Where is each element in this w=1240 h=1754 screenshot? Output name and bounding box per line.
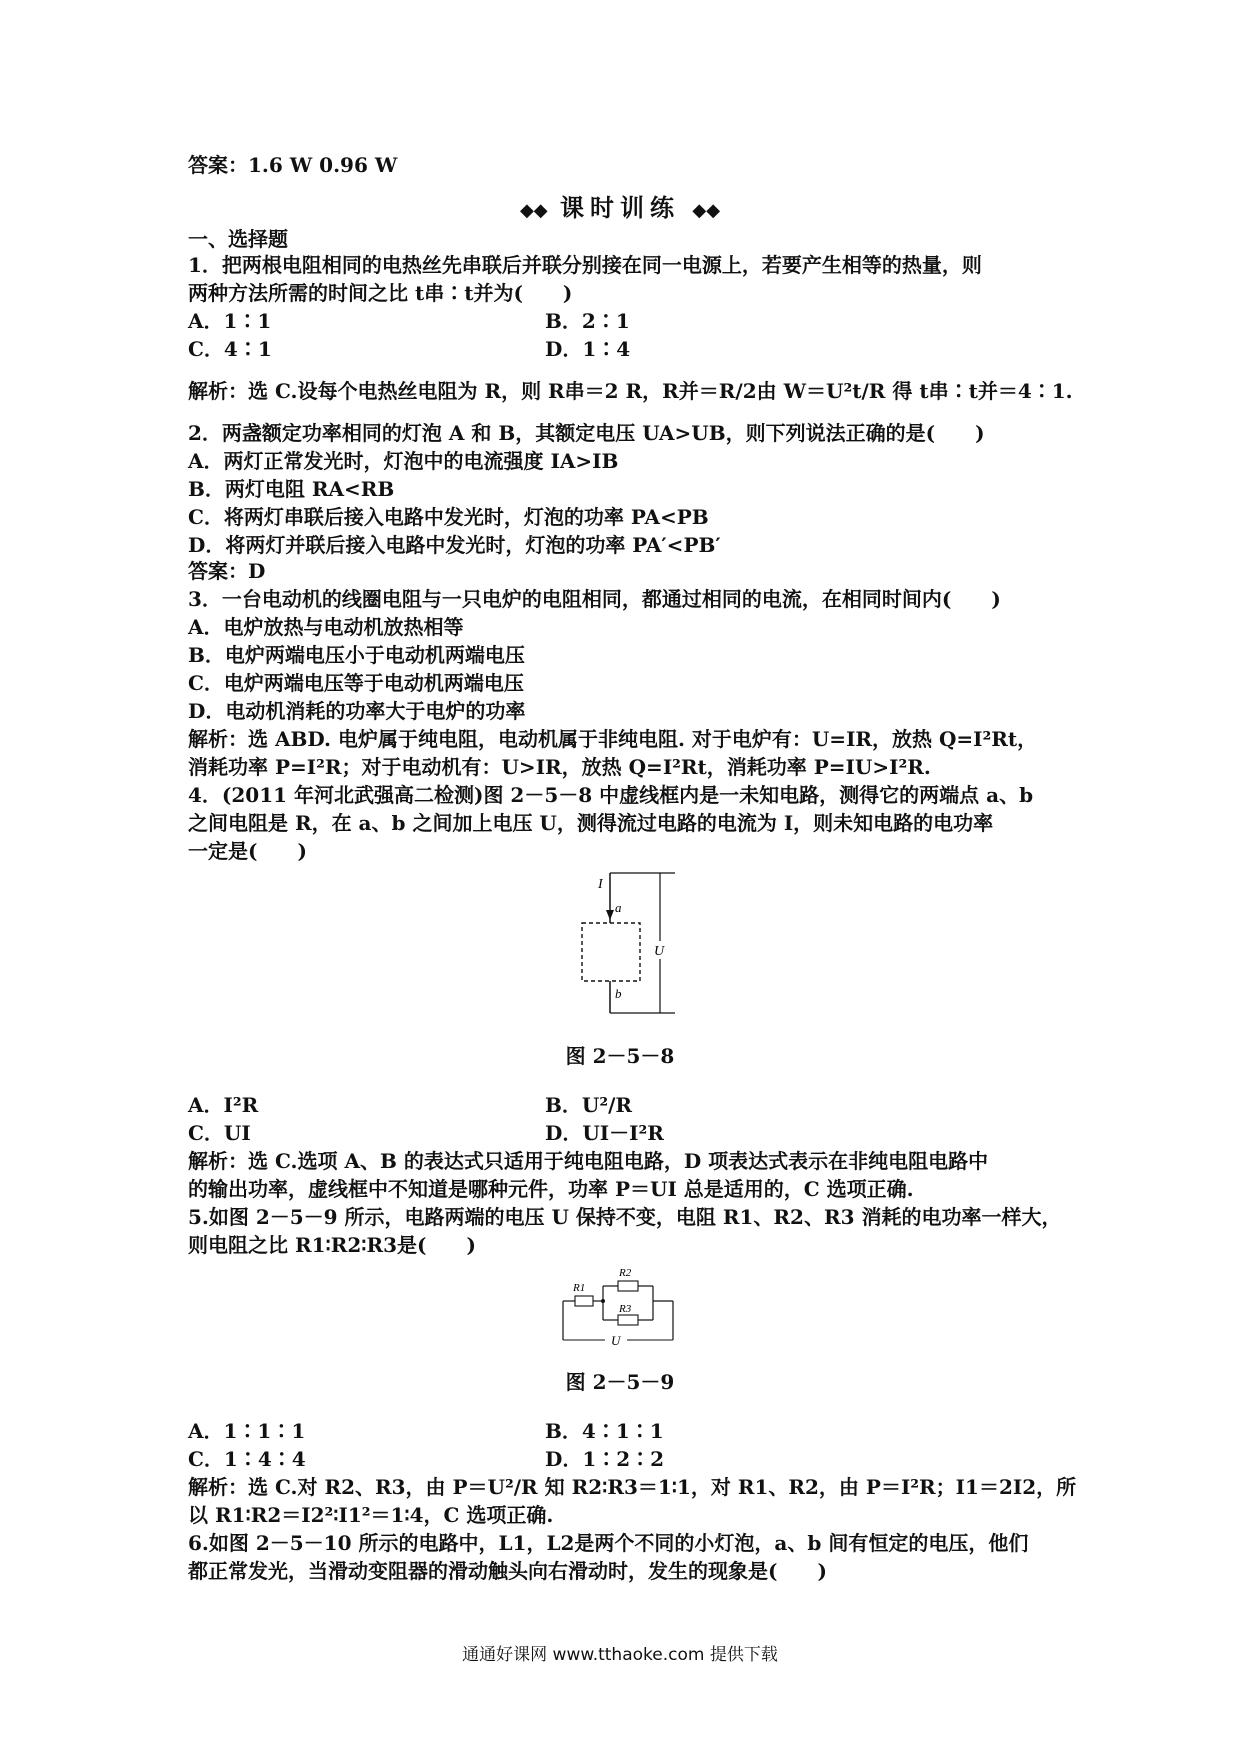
q3-option-b: B．电炉两端电压小于电动机两端电压 — [188, 643, 525, 667]
q3-option-a: A．电炉放热与电动机放热相等 — [188, 615, 464, 639]
q2-option-b: B．两灯电阻 RA<RB — [188, 477, 395, 501]
q3-option-d: D．电动机消耗的功率大于电炉的功率 — [188, 699, 526, 723]
q2-option-c: C．将两灯串联后接入电路中发光时，灯泡的功率 PA<PB — [188, 505, 709, 529]
q6-stem-1: 6.如图 2－5－10 所示的电路中，L1，L2是两个不同的小灯泡，a、b 间有恒定的电压，他们 — [188, 1531, 1029, 1555]
q5-option-c: C．1∶4∶4 — [188, 1447, 306, 1471]
diamond-icon: ◆◆ — [519, 200, 548, 221]
q3-stem: 3．一台电动机的线圈电阻与一只电炉的电阻相同，都通过相同的电流，在相同时间内( ) — [188, 587, 1001, 611]
terminal-a-label: a — [615, 900, 622, 915]
q4-stem-1: 4．(2011 年河北武强高二检测)图 2－5－8 中虚线框内是一未知电路，测得它的两端点 a、b — [188, 783, 1034, 807]
q4-analysis-2: 的输出功率，虚线框中不知道是哪种元件，功率 P＝UI 总是适用的，C 选项正确. — [188, 1177, 914, 1201]
voltage-label: U — [611, 1333, 621, 1348]
q5-analysis-1: 解析：选 C.对 R2、R3，由 P＝U²/R 知 R2∶R3＝1∶1，对 R1、R2，由 P＝I²R；I1＝2I2，所 — [188, 1475, 1077, 1499]
q5-stem-2: 则电阻之比 R1∶R2∶R3是( ) — [188, 1233, 476, 1257]
q6-stem-2: 都正常发光，当滑动变阻器的滑动触头向右滑动时，发生的现象是( ) — [188, 1559, 827, 1583]
voltage-label: U — [654, 944, 665, 959]
unknown-circuit-box — [582, 923, 640, 981]
section-title-bar — [0, 188, 1240, 223]
q1-option-c: C．4∶1 — [188, 337, 272, 361]
q2-option-d: D．将两灯并联后接入电路中发光时，灯泡的功率 PA′<PB′ — [188, 533, 721, 557]
q5-option-b: B．4∶1∶1 — [545, 1419, 664, 1443]
q1-stem-2: 两种方法所需的时间之比 t串∶t并为( ) — [188, 281, 573, 305]
q1-option-a: A．1∶1 — [188, 309, 272, 333]
figure-caption-2-5-9: 图 2－5－9 — [565, 1370, 675, 1394]
q4-option-c: C．UI — [188, 1121, 251, 1145]
q4-analysis-1: 解析：选 C.选项 A、B 的表达式只适用于纯电阻电路，D 项表达式表示在非纯电阻电路中 — [188, 1149, 989, 1173]
current-label: I — [598, 877, 603, 892]
answer-top: 答案：1.6 W 0.96 W — [188, 153, 398, 177]
q1-option-d: D．1∶4 — [545, 337, 631, 361]
resistor-r1 — [575, 1296, 593, 1306]
q2-answer: 答案：D — [188, 559, 266, 583]
q3-option-c: C．电炉两端电压等于电动机两端电压 — [188, 671, 524, 695]
terminal-b-label: b — [615, 986, 622, 1001]
q2-option-a: A．两灯正常发光时，灯泡中的电流强度 IA>IB — [188, 449, 619, 473]
diamond-icon: ◆◆ — [692, 200, 721, 221]
q5-stem-1: 5.如图 2－5－9 所示，电路两端的电压 U 保持不变，电阻 R1、R2、R3 消耗的电功率一样大， — [188, 1205, 1062, 1229]
section-heading: 一、选择题 — [188, 227, 288, 251]
q2-stem: 2．两盏额定功率相同的灯泡 A 和 B，其额定电压 UA>UB，则下列说法正确的是( ) — [188, 421, 985, 445]
q3-analysis-1: 解析：选 ABD. 电炉属于纯电阻，电动机属于非纯电阻. 对于电炉有：U=IR，放热 Q=I²Rt， — [188, 727, 1038, 751]
figure-2-5-8 — [560, 868, 690, 1028]
r3-label: R3 — [619, 1303, 632, 1315]
current-arrow-icon — [606, 910, 614, 920]
q4-option-d: D．UI－I²R — [545, 1121, 664, 1145]
q4-stem-2: 之间电阻是 R，在 a、b 之间加上电压 U，测得流过电路的电流为 I，则未知电路的电功率 — [188, 811, 994, 835]
q5-analysis-2: 以 R1∶R2＝I2²∶I1²＝1∶4，C 选项正确. — [188, 1503, 554, 1527]
q1-stem-1: 1．把两根电阻相同的电热丝先串联后并联分别接在同一电源上，若要产生相等的热量，则 — [188, 253, 982, 277]
q3-analysis-2: 消耗功率 P=I²R；对于电动机有：U>IR，放热 Q=I²Rt，消耗功率 P=IU>I²R. — [188, 755, 931, 779]
q5-option-a: A．1∶1∶1 — [188, 1419, 306, 1443]
q4-stem-3: 一定是( ) — [188, 839, 307, 863]
figure-2-5-9 — [555, 1258, 685, 1358]
footer-credit: 通通好课网 www.tthaoke.com 提供下载 — [462, 1645, 778, 1665]
resistor-r3 — [618, 1315, 638, 1325]
figure-caption-2-5-8: 图 2－5－8 — [565, 1044, 675, 1068]
q1-analysis: 解析：选 C.设每个电热丝电阻为 R，则 R串＝2 R，R并＝R/2由 W＝U²t/R 得 t串∶t并＝4∶1. — [188, 379, 1073, 403]
q5-option-d: D．1∶2∶2 — [545, 1447, 665, 1471]
resistor-r2 — [618, 1281, 638, 1291]
r2-label: R2 — [619, 1267, 632, 1279]
q4-option-b: B．U²/R — [545, 1093, 633, 1117]
q4-option-a: A．I²R — [188, 1093, 259, 1117]
q1-option-b: B．2∶1 — [545, 309, 630, 333]
r1-label: R1 — [573, 1282, 586, 1294]
section-title: 课时训练 — [560, 193, 680, 222]
